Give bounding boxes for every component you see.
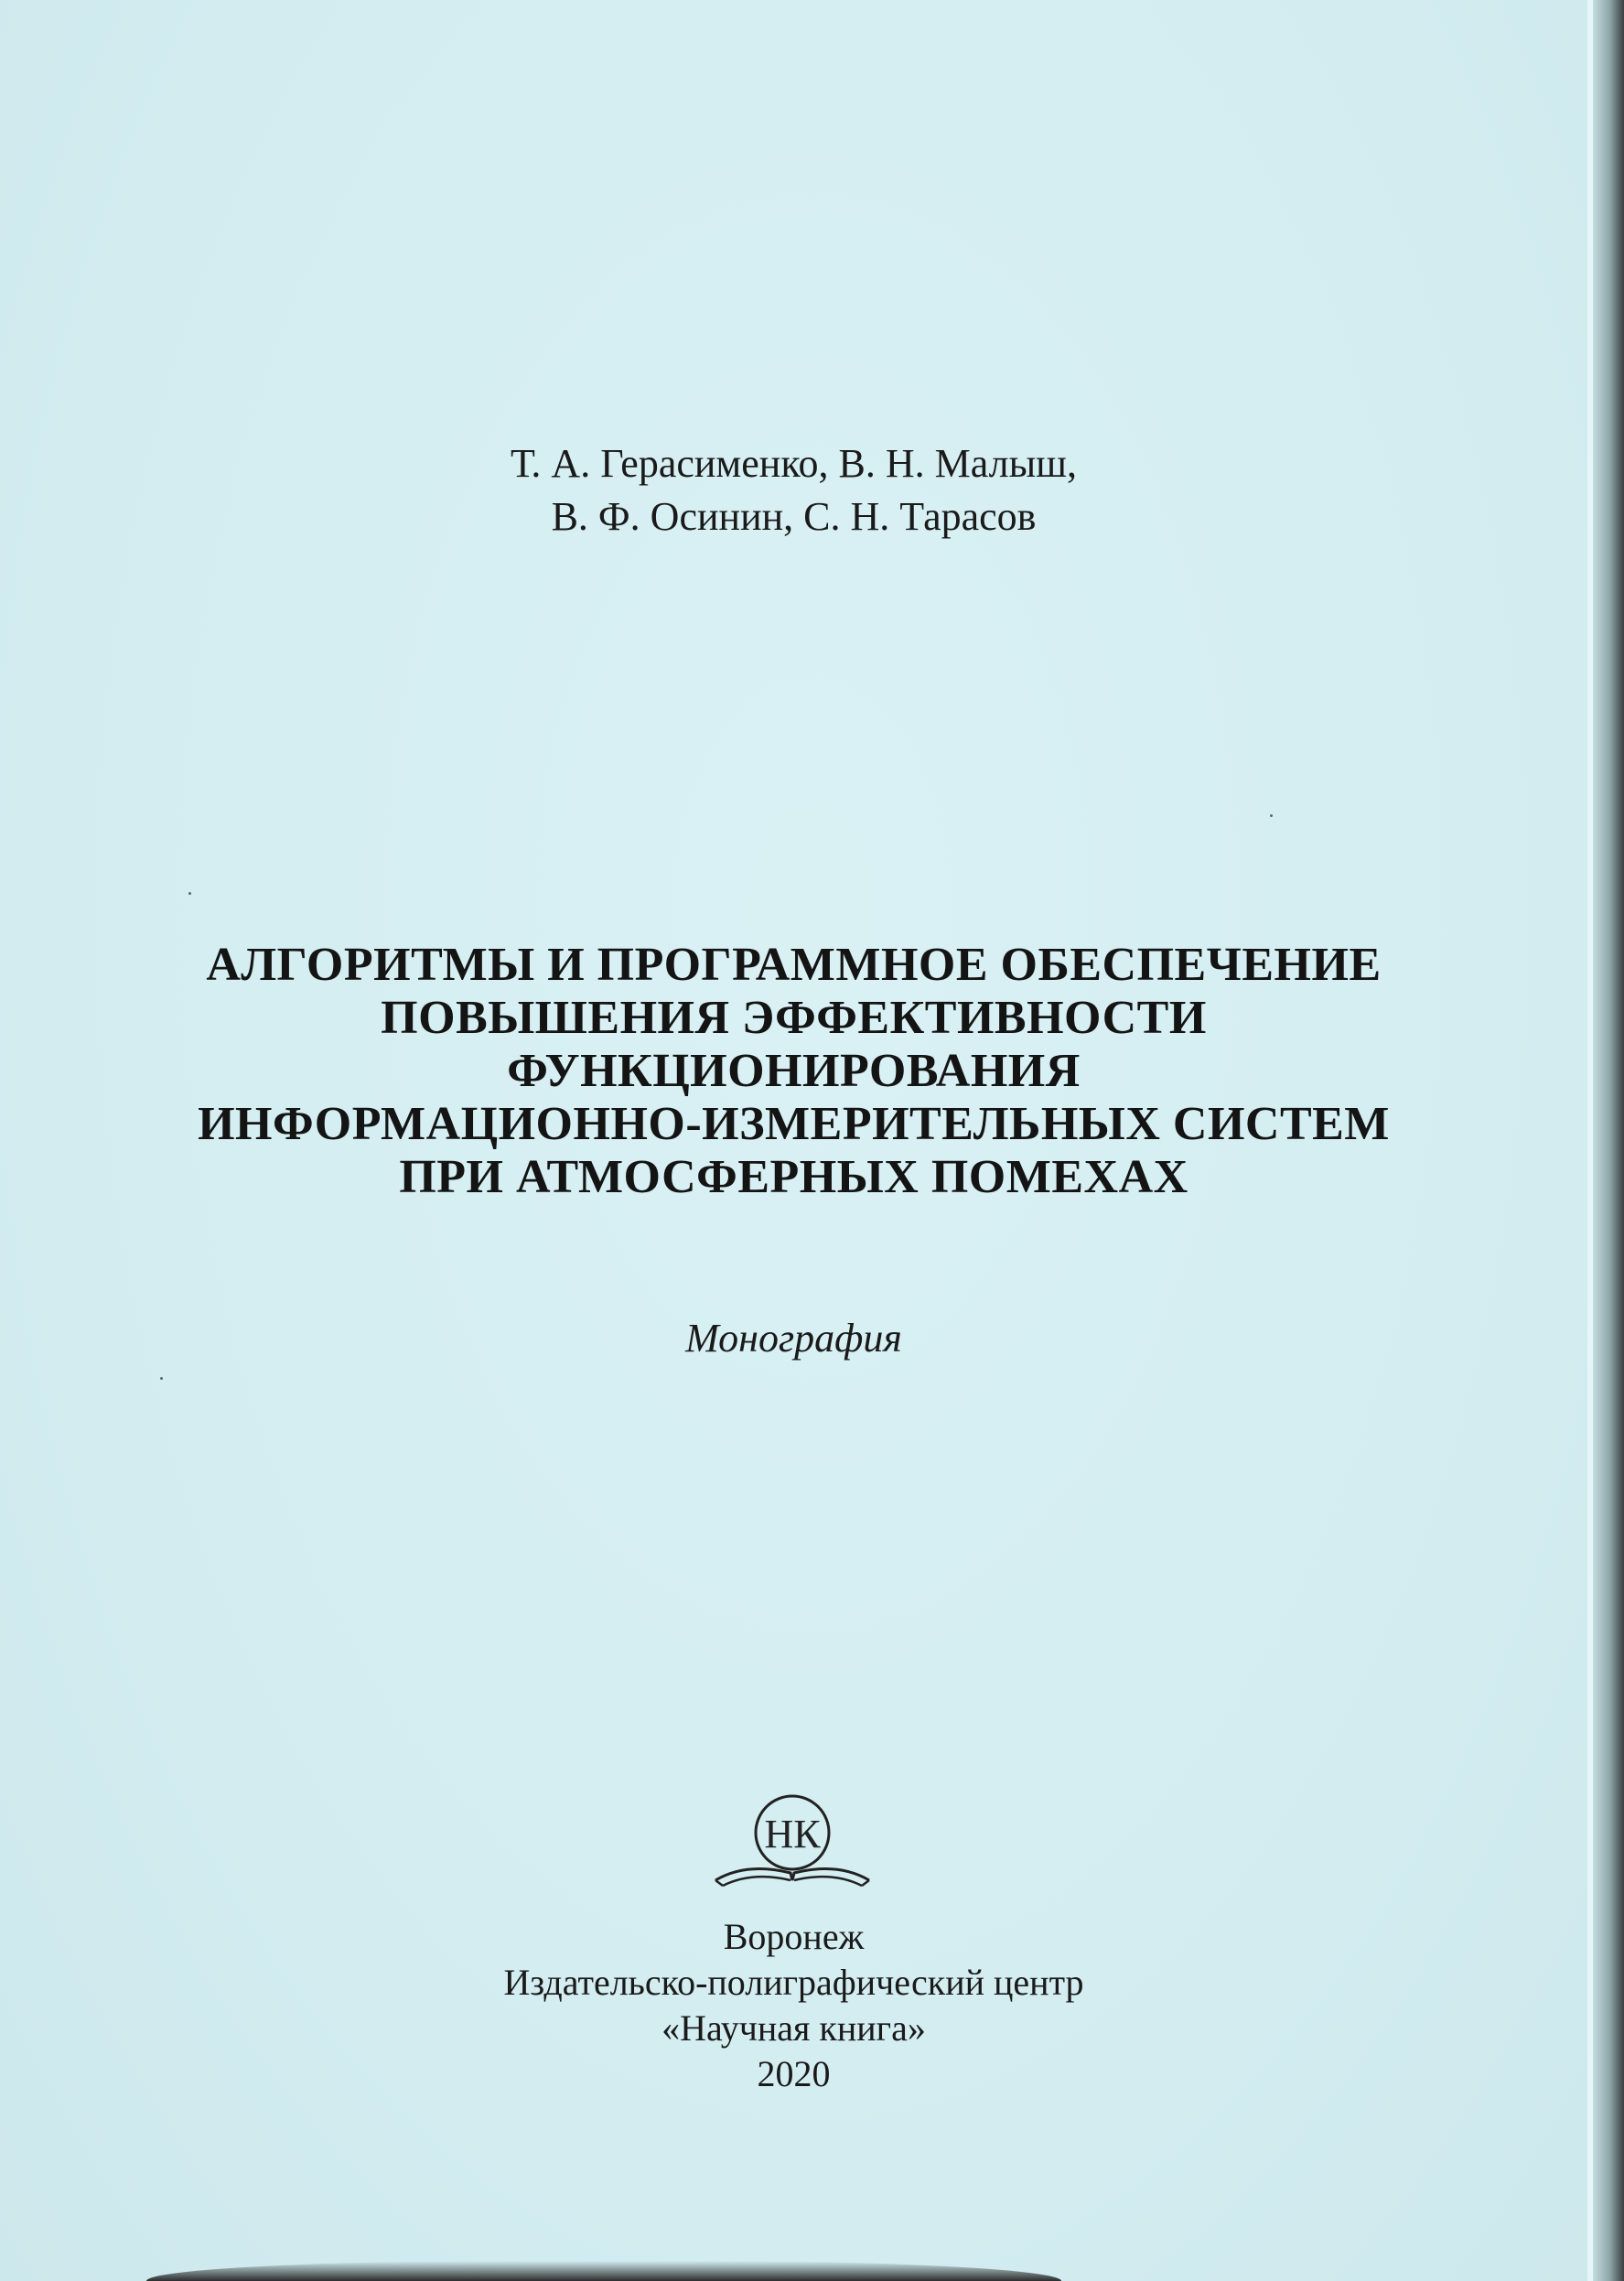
bottom-edge-shadow (146, 2261, 1061, 2281)
authors-line-1: Т. А. Герасименко, В. Н. Малыш, (510, 441, 1078, 486)
paper-speck (188, 892, 191, 895)
paper-speck (1270, 814, 1273, 817)
title-line-5: ПРИ АТМОСФЕРНЫХ ПОМЕХАХ (399, 1151, 1188, 1203)
title-line-1: АЛГОРИТМЫ И ПРОГРАММНОЕ ОБЕСПЕЧЕНИЕ (206, 939, 1382, 991)
imprint-year: 2020 (757, 2053, 831, 2094)
book-title (0, 939, 1587, 1204)
book-genre: Монография (685, 1316, 902, 1361)
title-line-2: ПОВЫШЕНИЯ ЭФФЕКТИВНОСТИ (381, 992, 1207, 1044)
imprint-block (0, 1914, 1587, 2097)
imprint-city: Воронеж (723, 1916, 865, 1957)
title-line-3: ФУНКЦИОНИРОВАНИЯ (507, 1045, 1081, 1097)
page-edge-shadow (1593, 0, 1624, 2281)
paper-speck (160, 1377, 163, 1380)
imprint-publisher-line-1: Издательско-полиграфический центр (503, 1962, 1084, 2003)
publisher-book-logo-icon (710, 1789, 875, 1899)
imprint-publisher-line-2: «Научная книга» (661, 2007, 926, 2049)
title-line-4: ИНФОРМАЦИОННО-ИЗМЕРИТЕЛЬНЫХ СИСТЕМ (198, 1098, 1390, 1150)
authors-block (0, 437, 1587, 543)
authors-line-2: В. Ф. Осинин, С. Н. Тарасов (551, 494, 1037, 539)
logo-letters: НК (764, 1812, 821, 1856)
